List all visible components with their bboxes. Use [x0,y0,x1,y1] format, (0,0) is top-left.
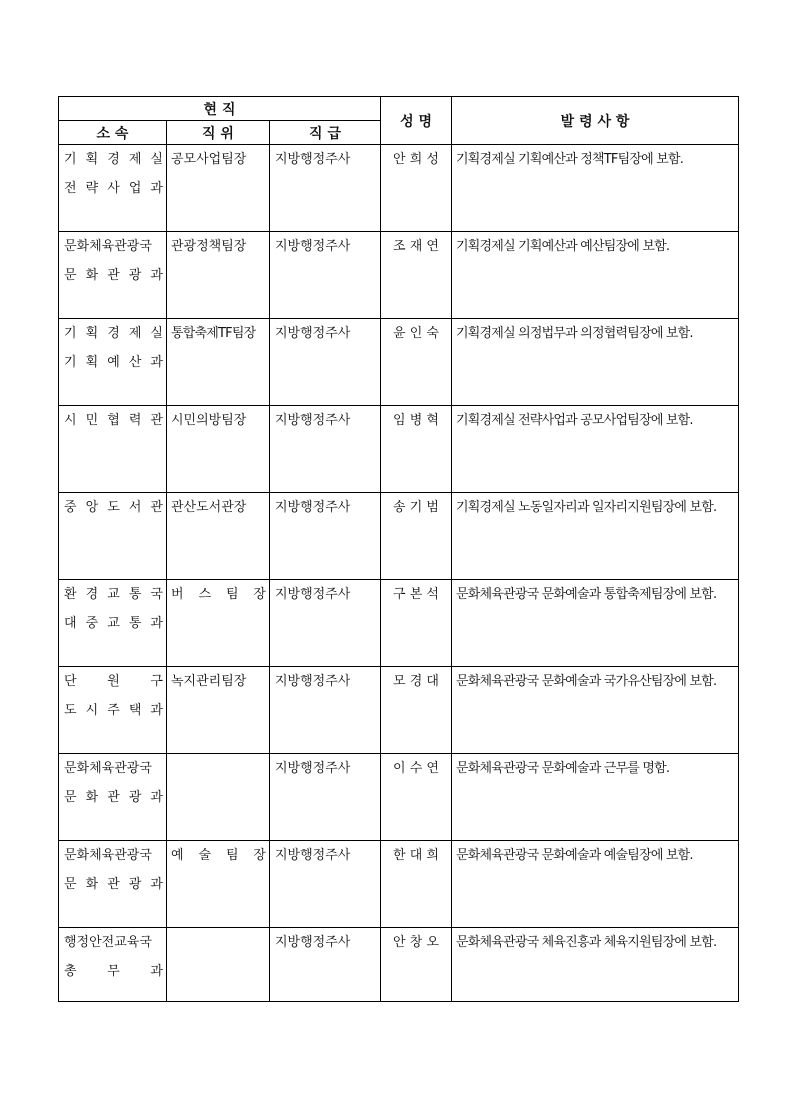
name-cell: 모 경 대 [381,667,452,754]
grade-text: 지방행정주사 [275,935,351,950]
current-position-header: 현 직 [59,97,381,121]
order-cell [452,580,739,667]
position-text: 통합축제TF팀장 [171,326,256,341]
table-row [59,319,739,406]
grade-cell [270,667,381,754]
position-text: 예 술 팀 장 [171,848,266,863]
affiliation-header: 소 속 [59,121,167,145]
grade-cell [270,580,381,667]
affiliation-line: 시 민 협 력 관 [64,413,163,428]
name-cell: 윤 인 숙 [381,319,452,406]
table-body [59,145,739,1002]
order-text: 문화체육관광국 문화예술과 근무를 명함. [456,761,670,776]
affiliation-cell [59,319,167,406]
grade-text: 지방행정주사 [275,761,351,776]
affiliation-cell [59,232,167,319]
position-cell [167,580,270,667]
affiliation-line: 기 획 경 제 실 [64,152,163,167]
grade-cell [270,754,381,841]
order-text: 문화체육관광국 문화예술과 통합축제팀장에 보함. [456,587,717,602]
name-cell: 안 희 성 [381,145,452,232]
position-cell [167,319,270,406]
position-cell [167,667,270,754]
grade-cell [270,319,381,406]
grade-text: 지방행정주사 [275,326,351,341]
affiliation-line: 문화체육관광국 [64,761,152,776]
name-cell: 한 대 희 [381,841,452,928]
order-header: 발 령 사 항 [452,97,739,145]
name-cell: 송 기 범 [381,493,452,580]
grade-cell [270,406,381,493]
position-text: 공모사업팀장 [171,152,247,167]
order-cell [452,493,739,580]
position-cell [167,406,270,493]
grade-text: 지방행정주사 [275,848,351,863]
name-cell: 이 수 연 [381,754,452,841]
grade-text: 지방행정주사 [275,674,351,689]
order-text: 문화체육관광국 문화예술과 예술팀장에 보함. [456,848,693,863]
order-cell [452,928,739,1002]
affiliation-line: 기 획 예 산 과 [64,355,163,370]
table-row [59,841,739,928]
affiliation-line: 문 화 관 광 과 [64,877,163,892]
affiliation-line: 대 중 교 통 과 [64,616,163,631]
affiliation-line: 도 시 주 택 과 [64,703,163,718]
name-cell: 안 창 오 [381,928,452,1002]
position-text: 버 스 팀 장 [171,587,266,602]
order-text: 기획경제실 전략사업과 공모사업팀장에 보함. [456,413,693,428]
affiliation-cell [59,754,167,841]
name-cell: 구 본 석 [381,580,452,667]
position-cell [167,928,270,1002]
table-row [59,493,739,580]
order-cell [452,319,739,406]
affiliation-line: 문화체육관광국 [64,239,152,254]
affiliation-line: 문 화 관 광 과 [64,268,163,283]
affiliation-cell [59,667,167,754]
order-text: 기획경제실 노동일자리과 일자리지원팀장에 보함. [456,500,717,515]
position-cell [167,841,270,928]
grade-text: 지방행정주사 [275,239,351,254]
table-row [59,928,739,1002]
order-text: 기획경제실 의정법무과 의정협력팀장에 보함. [456,326,693,341]
grade-text: 지방행정주사 [275,152,351,167]
order-cell [452,406,739,493]
affiliation-line: 문 화 관 광 과 [64,790,163,805]
grade-cell [270,232,381,319]
order-text: 기획경제실 기획예산과 정책TF팀장에 보함. [456,152,684,167]
affiliation-line: 행정안전교육국 [64,935,152,950]
affiliation-line: 기 획 경 제 실 [64,326,163,341]
affiliation-line: 중 앙 도 서 관 [64,500,163,515]
order-text: 문화체육관광국 체육진흥과 체육지원팀장에 보함. [456,935,717,950]
affiliation-cell [59,928,167,1002]
order-cell [452,145,739,232]
order-cell [452,841,739,928]
affiliation-cell [59,580,167,667]
position-text: 시민의방팀장 [171,413,247,428]
order-cell [452,232,739,319]
order-cell [452,754,739,841]
order-text: 기획경제실 기획예산과 예산팀장에 보함. [456,239,670,254]
table-header [59,97,739,145]
grade-text: 지방행정주사 [275,587,351,602]
position-cell [167,145,270,232]
table-row [59,754,739,841]
position-cell [167,754,270,841]
table-row [59,667,739,754]
grade-cell [270,928,381,1002]
table-row [59,145,739,232]
grade-text: 지방행정주사 [275,413,351,428]
order-text: 문화체육관광국 문화예술과 국가유산팀장에 보함. [456,674,717,689]
affiliation-line: 전 략 사 업 과 [64,181,163,196]
grade-text: 지방행정주사 [275,500,351,515]
affiliation-cell [59,406,167,493]
grade-cell [270,841,381,928]
position-text: 녹지관리팀장 [171,674,247,689]
name-header: 성 명 [381,97,452,145]
position-text: 관광정책팀장 [171,239,247,254]
affiliation-line: 총 무 과 [64,964,163,979]
position-text: 관산도서관장 [171,500,247,515]
table-row [59,232,739,319]
personnel-order-table [58,96,739,1002]
grade-cell [270,493,381,580]
position-cell [167,232,270,319]
affiliation-line: 문화체육관광국 [64,848,152,863]
affiliation-line: 환 경 교 통 국 [64,587,163,602]
position-cell [167,493,270,580]
affiliation-cell [59,145,167,232]
position-header: 직 위 [167,121,270,145]
name-cell: 조 재 연 [381,232,452,319]
table-row [59,580,739,667]
name-cell: 임 병 혁 [381,406,452,493]
order-cell [452,667,739,754]
affiliation-cell [59,841,167,928]
affiliation-cell [59,493,167,580]
grade-cell [270,145,381,232]
grade-header: 직 급 [270,121,381,145]
affiliation-line: 단 원 구 [64,674,163,689]
table-row [59,406,739,493]
